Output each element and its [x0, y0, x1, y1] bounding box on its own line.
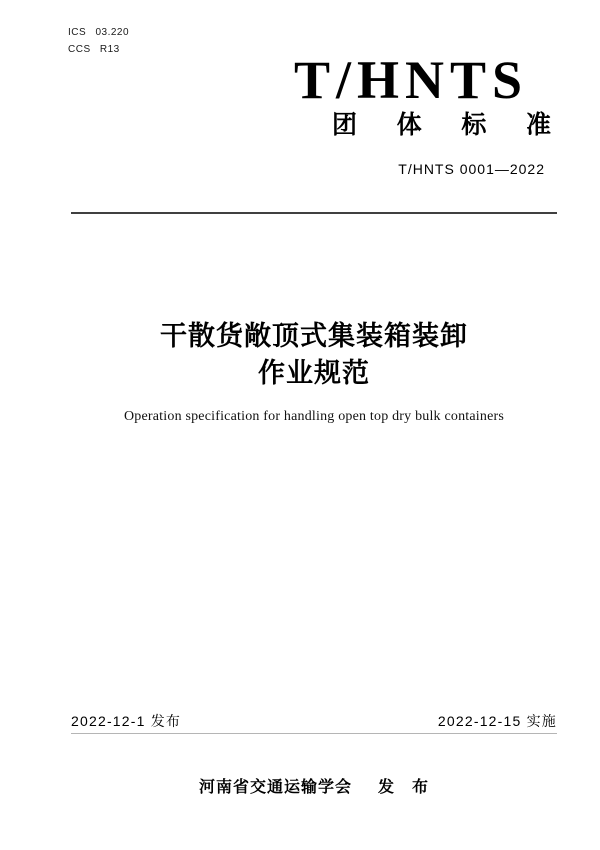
document-title-en: Operation specification for handling open top dry bulk containers — [123, 409, 504, 424]
standard-type-label — [332, 110, 551, 140]
footer-divider-line — [71, 733, 557, 734]
ics-code: ICS 03.220 — [68, 27, 130, 38]
document-title-line2: 作业规范 — [258, 358, 370, 388]
issue-date: 2022-12-1 发布 — [71, 713, 182, 729]
dates-row — [71, 711, 557, 731]
issuer-name: 河南省交通运输学会 — [198, 779, 352, 796]
document-title-line1: 干散货敞顶式集装箱装卸 — [160, 321, 468, 351]
publish-label: 发 布 — [378, 779, 430, 796]
publisher-row — [71, 774, 557, 797]
header-divider-line — [71, 212, 557, 214]
standard-type-char: 团 — [332, 111, 358, 139]
standard-number: T/HNTS 0001—2022 — [398, 161, 545, 177]
ccs-code: CCS R13 — [68, 44, 120, 55]
standard-type-char: 标 — [461, 111, 487, 139]
classification-codes — [68, 24, 129, 58]
document-title-cn — [71, 318, 557, 392]
standard-type-char: 准 — [525, 111, 551, 139]
standard-body-logo: T/HNTS — [294, 50, 529, 110]
standard-type-char: 体 — [396, 111, 422, 139]
title-block — [71, 318, 557, 425]
implement-date: 2022-12-15 实施 — [437, 713, 557, 729]
